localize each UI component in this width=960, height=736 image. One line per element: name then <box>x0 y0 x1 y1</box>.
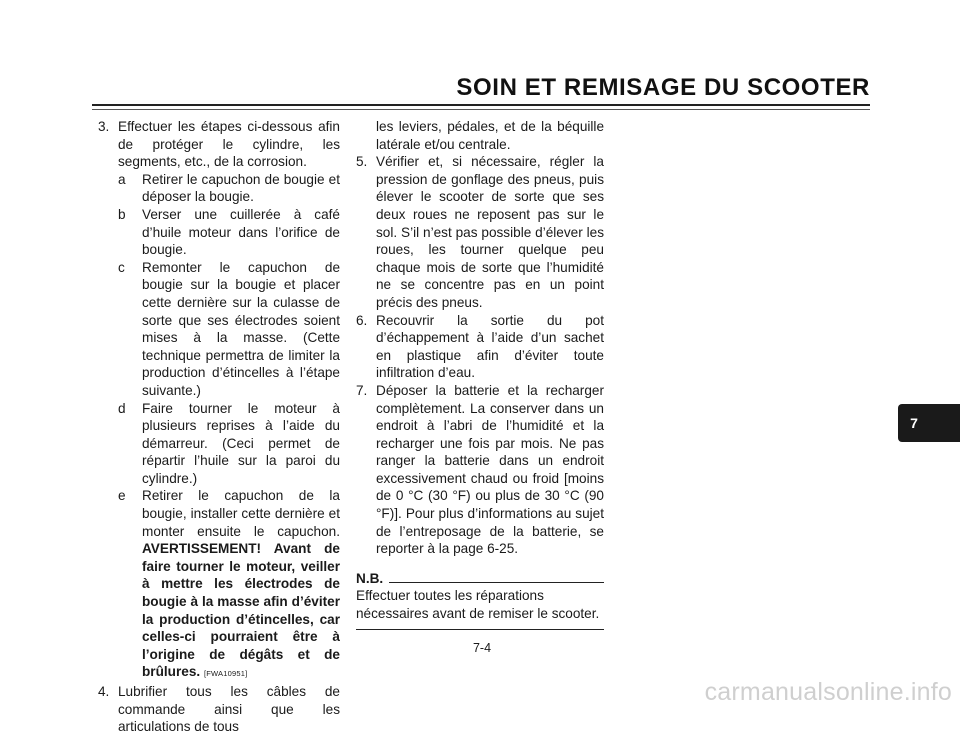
step-text: Vérifier et, si nécessaire, régler la pression de gonflage des pneus, puis élever le scooter de sorte que ses deux roues ne reposent pas sur le sol. S’il n’est pas possible d’élever les roues, les tourner quelque peu chaque mois de sorte que l’humidité ne se concentre pas en un point précis des pneus. <box>376 154 604 310</box>
warning-text: AVERTISSEMENT! Avant de faire tourner le moteur, veiller à mettre les électrodes de bougie à la masse afin d’éviter la production d’étincelles, car celles-ci pourraient être à l’origine de dégâts et de brûlures. <box>142 541 340 680</box>
step-number: 7. <box>356 382 368 398</box>
step-6 <box>356 312 604 382</box>
chapter-tab <box>898 404 960 442</box>
note-rule <box>389 582 604 583</box>
substep-text: Retirer le capuchon de la bougie, installer cette dernière et monter ensuite le capuchon. <box>142 488 340 539</box>
step-5 <box>356 153 604 311</box>
watermark: carmanualsonline.info <box>704 678 952 706</box>
header-rule <box>92 104 870 106</box>
step-number: 3. <box>98 119 110 134</box>
substep-letter: c <box>118 259 125 275</box>
warning-ref-code: [FWA10951] <box>203 669 248 679</box>
substep-d <box>118 400 340 488</box>
page-number: 7-4 <box>472 641 492 655</box>
note-text: Effectuer toutes les réparations nécessaires avant de remiser le scooter. <box>356 588 600 622</box>
page-header-title: SOIN ET REMISAGE DU SCOOTER <box>456 74 870 101</box>
step-7 <box>356 382 604 558</box>
substep-text: Faire tourner le moteur à plusieurs reprises à l’aide du démarreur. (Ceci permet de répartir l’huile sur la paroi du cylindre.) <box>142 400 340 486</box>
right-column <box>356 118 604 630</box>
step-3 <box>98 118 340 171</box>
substep-letter: e <box>118 488 126 504</box>
substep-letter: d <box>118 400 126 416</box>
substep-text: Retirer le capuchon de bougie et déposer la bougie. <box>142 171 340 205</box>
substep-text-wrap <box>142 487 340 683</box>
substep-letter: a <box>118 171 126 187</box>
substep-c <box>118 259 340 400</box>
substep-b <box>118 206 340 259</box>
left-column <box>98 118 340 736</box>
step-number: 5. <box>356 154 368 170</box>
substep-a <box>118 171 340 206</box>
step-text: Déposer la batterie et la recharger complètement. La conserver dans un endroit à l’abri de l’humidité et la recharger une fois par mois. Ne pas ranger la batterie dans un endroit excessivement chaud ou froid [moins de 0 °C (30 °F) ou plus de 30 °C (90 °F)]. Pour plus d’informations au sujet de l’entreposage de la batterie, se reporter à la page 6-25. <box>376 382 604 557</box>
substep-e <box>118 487 340 683</box>
substep-text: Remonter le capuchon de bougie sur la bougie et placer cette dernière sur la culasse de sorte que ses électrodes soient mises à la masse. (Cette technique permettra de limiter la production d’étincelles à l’étape suivante.) <box>142 259 340 398</box>
note-block <box>356 570 604 630</box>
step-4 <box>98 683 340 736</box>
step-text: Effectuer les étapes ci-dessous afin de protéger le cylindre, les segments, etc., de la corrosion. <box>118 119 340 170</box>
step-text: Recouvrir la sortie du pot d’échappement à l’aide d’un sachet en plastique afin d’éviter toute infiltration d’eau. <box>376 312 604 381</box>
step-number: 4. <box>98 684 110 699</box>
step-4-continued: les leviers, pédales, et de la béquille latérale et/ou centrale. <box>376 119 604 152</box>
chapter-tab-label: 7 <box>910 415 918 431</box>
note-header <box>356 570 604 588</box>
step-number: 6. <box>356 312 368 328</box>
header-rule-thin <box>92 109 870 110</box>
note-label: N.B. <box>356 570 384 586</box>
step-text: Lubrifier tous les câbles de commande ainsi que les articulations de tous <box>118 684 340 735</box>
note-bottom-rule <box>356 629 604 630</box>
substep-text: Verser une cuillerée à café d’huile moteur dans l’orifice de bougie. <box>142 206 340 258</box>
substep-letter: b <box>118 206 126 222</box>
